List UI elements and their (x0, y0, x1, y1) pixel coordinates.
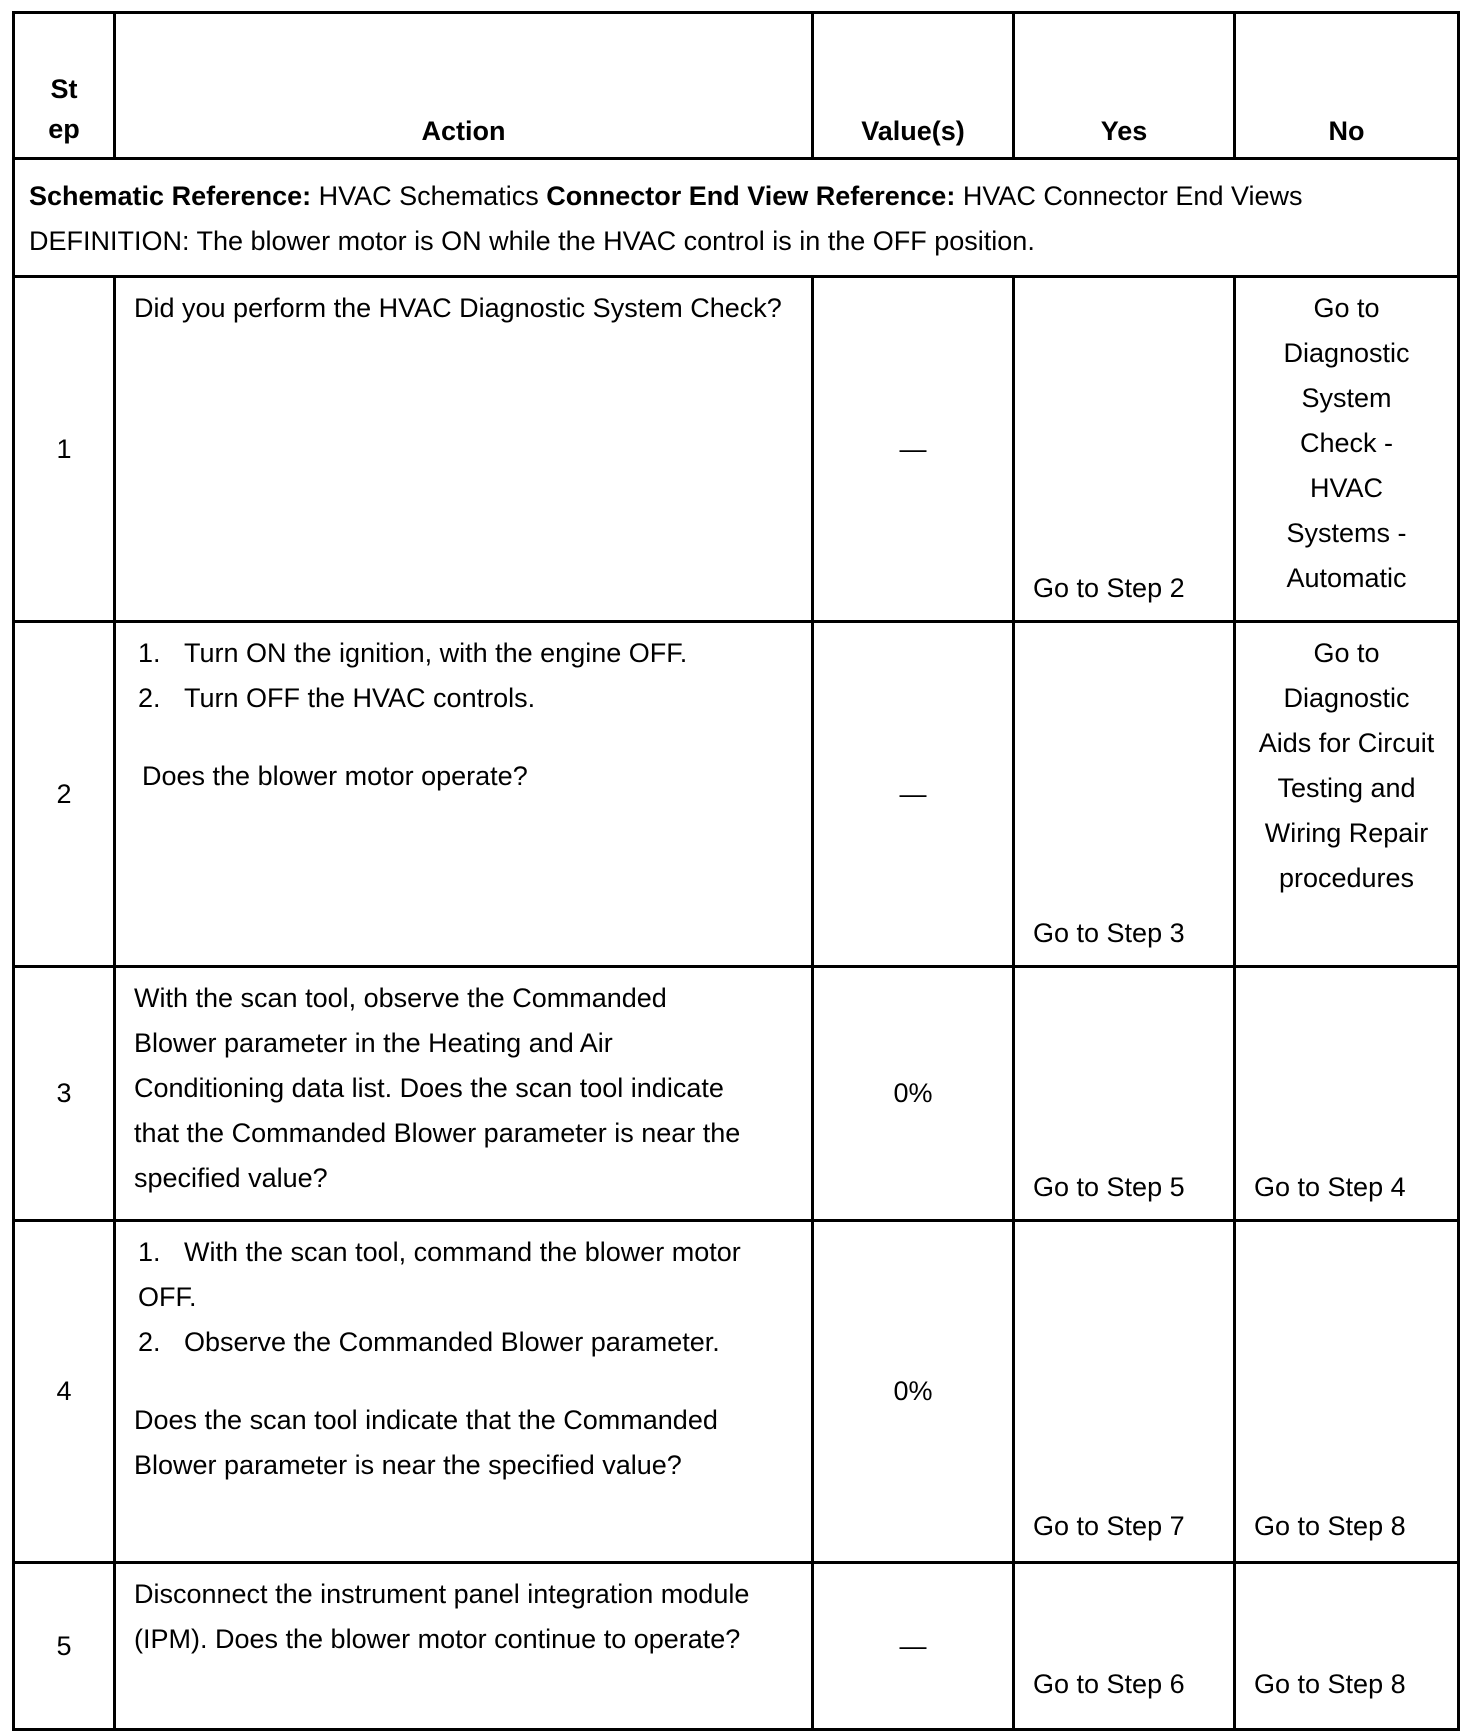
row3-no: Go to Step 4 (1254, 1172, 1406, 1202)
item-number: 2. (138, 683, 161, 713)
row2-no-line: Wiring Repair (1264, 818, 1429, 848)
item-text: Turn ON the ignition, with the engine OFF. (184, 638, 688, 668)
row4-action-question: Does the scan tool indicate that the Commanded Blower parameter is near the specified value? (134, 1405, 718, 1480)
row1-no-line: Systems - (1286, 518, 1407, 548)
diagnostic-table (12, 11, 1460, 1731)
row1-step: 1 (56, 433, 72, 464)
item-text: Turn OFF the HVAC controls. (184, 683, 536, 713)
rule-header (12, 157, 1460, 160)
row2-action (116, 631, 811, 799)
header-step-line2: ep (48, 114, 80, 144)
reference-line (29, 174, 1449, 219)
header-no: No (1328, 116, 1365, 146)
row3-action: With the scan tool, observe the Commanded Blower parameter in the Heating and Air Conditioning data list. Does the scan tool indicate that the Commanded Blower parameter is near the specified value? (134, 983, 741, 1193)
row2-action-question: Does the blower motor operate? (142, 761, 528, 791)
row2-no-line: Testing and (1277, 773, 1416, 803)
row4-yes: Go to Step 7 (1033, 1511, 1185, 1541)
row4-value: 0% (893, 1376, 933, 1406)
connector-label: Connector End View Reference: (546, 181, 956, 211)
item-number: 2. (138, 1327, 161, 1357)
rule-reference (12, 275, 1460, 278)
row2-yes: Go to Step 3 (1033, 918, 1185, 948)
schematic-value: HVAC Schematics (311, 181, 547, 211)
definition-text: DEFINITION: The blower motor is ON while the HVAC control is in the OFF position. (29, 226, 1035, 256)
rule-row4 (12, 1561, 1460, 1564)
row1-yes: Go to Step 2 (1033, 573, 1185, 603)
row2-action-item (134, 676, 803, 721)
row4-action-item (134, 1230, 768, 1320)
row1-no-line: Automatic (1286, 563, 1407, 593)
header-action: Action (421, 116, 506, 146)
header-step-line1: St (50, 74, 78, 104)
row5-yes: Go to Step 6 (1033, 1669, 1185, 1699)
row1-action: Did you perform the HVAC Diagnostic System Check? (134, 293, 782, 323)
row2-no (1236, 631, 1457, 901)
row1-no-line: Go to (1313, 293, 1380, 323)
row2-no-line: Go to (1313, 638, 1380, 668)
row2-no-line: Aids for Circuit (1258, 728, 1435, 758)
row5-action: Disconnect the instrument panel integration module (IPM). Does the blower motor continue to operate? (134, 1579, 750, 1654)
row1-value: — (899, 433, 927, 464)
row2-action-item (134, 631, 803, 676)
row2-value: — (899, 778, 927, 809)
row4-no: Go to Step 8 (1254, 1511, 1406, 1541)
row4-action-item (134, 1320, 768, 1365)
rule-right (1457, 11, 1460, 1731)
rule-row3 (12, 1219, 1460, 1222)
row5-value: — (899, 1630, 927, 1661)
row3-step: 3 (56, 1078, 72, 1108)
header-step (15, 69, 113, 149)
item-number: 1. (138, 1237, 161, 1267)
row2-no-line: Diagnostic (1283, 683, 1410, 713)
row4-step: 4 (56, 1376, 72, 1406)
row1-no-line: Diagnostic (1283, 338, 1410, 368)
schematic-label: Schematic Reference: (29, 181, 312, 211)
reference-block (29, 174, 1449, 264)
rule-row2 (12, 965, 1460, 968)
item-number: 1. (138, 638, 161, 668)
row1-no-line: System (1301, 383, 1392, 413)
row1-no-line: HVAC (1309, 473, 1383, 503)
rule-top (12, 11, 1460, 14)
row2-step: 2 (56, 778, 72, 809)
row5-step: 5 (56, 1630, 72, 1661)
connector-value: HVAC Connector End Views (955, 181, 1303, 211)
row3-value: 0% (893, 1078, 933, 1108)
header-values: Value(s) (861, 116, 965, 146)
row5-no: Go to Step 8 (1254, 1669, 1406, 1699)
item-text: Observe the Commanded Blower parameter. (184, 1327, 720, 1357)
item-text: With the scan tool, command the blower motor OFF. (138, 1237, 741, 1312)
row4-action (116, 1230, 776, 1488)
row1-no (1236, 286, 1457, 601)
row1-no-line: Check - (1299, 428, 1394, 458)
row3-yes: Go to Step 5 (1033, 1172, 1185, 1202)
row2-no-line: procedures (1278, 863, 1415, 893)
rule-row1 (12, 620, 1460, 623)
header-yes: Yes (1100, 116, 1148, 146)
rule-bottom (12, 1728, 1460, 1731)
